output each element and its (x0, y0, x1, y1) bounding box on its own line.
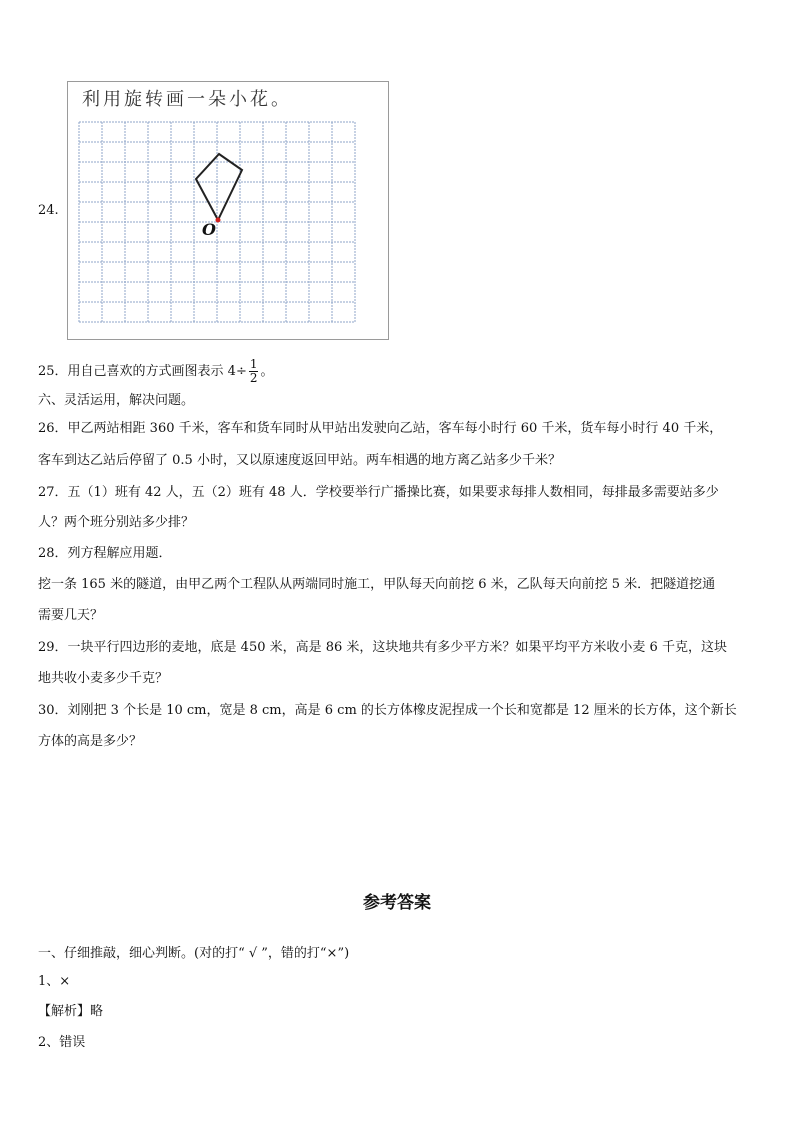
grid-figure-svg (68, 82, 388, 339)
fraction-denominator: 2 (249, 371, 258, 385)
answers-section-1-heading: 一、仔细推敲，细心判断。(对的打“ √ ”，错的打“×”) (38, 946, 350, 961)
question-29-line1: 29．一块平行四边形的麦地，底是 450 米，高是 86 米，这块地共有多少平方米？如果平均平方米收小麦 6 千克，这块 (38, 640, 727, 655)
question-26-line1: 26．甲乙两站相距 360 千米，客车和货车同时从甲站出发驶向乙站，客车每小时行 60 千米，货车每小时行 40 千米， (38, 421, 723, 436)
answers-title: 参考答案 (363, 893, 431, 913)
question-29-line2: 地共收小麦多少千克？ (38, 671, 169, 686)
fraction-numerator: 1 (249, 357, 258, 371)
section-6-heading: 六、灵活运用，解决问题。 (38, 393, 195, 408)
question-27-line2: 人？两个班分别站多少排？ (38, 515, 195, 530)
question-25-text: 25．用自己喜欢的方式画图表示 4÷ (38, 364, 247, 379)
question-24-number: 24. (38, 203, 59, 218)
question-30-line1: 30．刘刚把 3 个长是 10 cm，宽是 8 cm，高是 6 cm 的长方体橡皮泥捏成一个长和宽都是 12 厘米的长方体，这个新长 (38, 703, 737, 718)
point-o-label: O (202, 220, 216, 239)
rotation-figure (67, 81, 389, 340)
question-26-line2: 客车到达乙站后停留了 0.5 小时，又以原速度返回甲站。两车相遇的地方离乙站多少千米？ (38, 453, 561, 468)
question-30-line2: 方体的高是多少？ (38, 734, 143, 749)
answer-1-analysis: 【解析】略 (38, 1004, 104, 1019)
question-25-end: 。 (260, 364, 274, 379)
question-28-line3: 需要几天？ (38, 608, 104, 623)
rotation-center-point (216, 218, 221, 223)
question-28-line1: 28．列方程解应用题． (38, 546, 172, 561)
kite-shape (196, 154, 242, 220)
question-28-line2: 挖一条 165 米的隧道，由甲乙两个工程队从两端同时施工，甲队每天向前挖 6 米，乙队每天向前挖 5 米．把隧道挖通 (38, 577, 716, 592)
answer-2: 2、错误 (38, 1035, 86, 1050)
fraction-one-half (249, 358, 259, 385)
question-27-line1: 27．五（1）班有 42 人，五（2）班有 48 人．学校要举行广播操比赛，如果要求每排人数相同，每排最多需要站多少 (38, 485, 719, 500)
question-25 (38, 358, 274, 385)
answer-1: 1、× (38, 974, 71, 989)
figure-caption: 利用旋转画一朵小花。 (82, 89, 292, 110)
